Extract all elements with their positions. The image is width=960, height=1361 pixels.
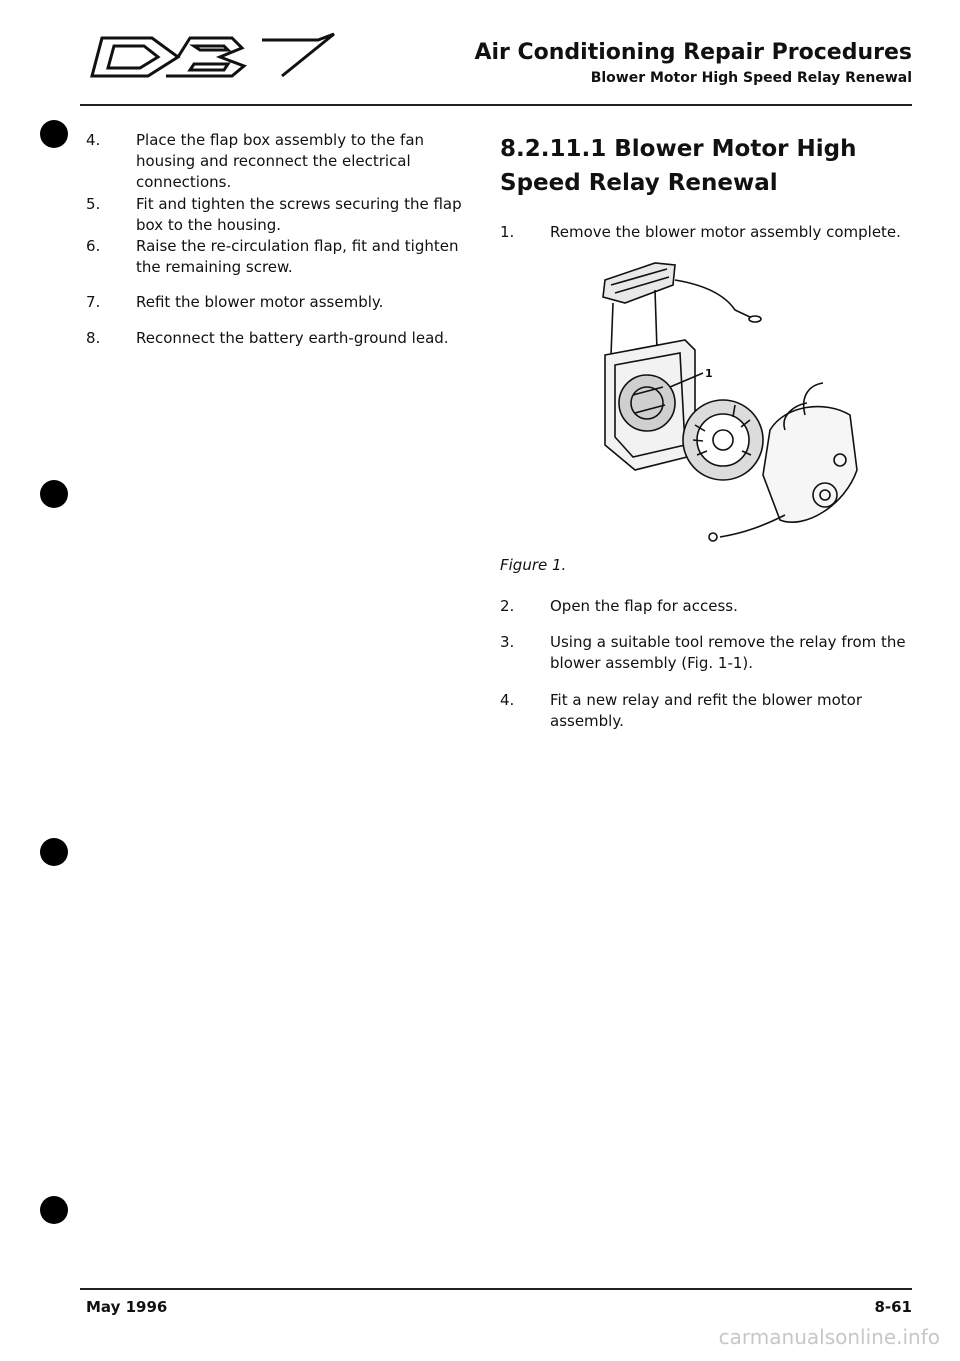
step-text: Place the flap box assembly to the fan housing and reconnect the electrical connections. xyxy=(136,131,425,191)
step-number: 4. xyxy=(500,691,515,709)
step-text: Open the flap for access. xyxy=(550,597,738,615)
step-text: Fit a new relay and refit the blower motor assembly. xyxy=(550,691,863,730)
step-number: 2. xyxy=(500,597,515,615)
header-subtitle: Blower Motor High Speed Relay Renewal xyxy=(590,70,912,86)
step-number: 3. xyxy=(500,633,515,651)
step-text: Reconnect the battery earth-ground lead. xyxy=(136,329,449,347)
header-rule xyxy=(80,104,912,106)
step-number: 7. xyxy=(86,293,101,311)
binder-hole xyxy=(40,838,68,866)
step-number: 4. xyxy=(86,131,101,149)
step-text: Remove the blower motor assembly complete. xyxy=(550,223,901,241)
footer-date: May 1996 xyxy=(86,1298,168,1316)
footer-rule xyxy=(80,1288,912,1290)
figure-caption: Figure 1. xyxy=(500,556,567,574)
binder-hole xyxy=(40,480,68,508)
step-number: 5. xyxy=(86,195,101,213)
step-number: 1. xyxy=(500,223,515,241)
step-text: Refit the blower motor assembly. xyxy=(136,293,384,311)
step-text: Raise the re-circulation flap, fit and tighten the remaining screw. xyxy=(136,237,459,276)
watermark-text: carmanualsonline.info xyxy=(718,1325,940,1349)
step-text: Using a suitable tool remove the relay from the blower assembly (Fig. 1-1). xyxy=(550,633,906,672)
figure-callout-label: 1 xyxy=(705,367,713,380)
binder-hole xyxy=(40,120,68,148)
db7-logo xyxy=(82,30,352,90)
step-text: Fit and tighten the screws securing the flap box to the housing. xyxy=(136,195,462,234)
step-number: 8. xyxy=(86,329,101,347)
binder-hole xyxy=(40,1196,68,1224)
section-title: 8.2.11.1 Blower Motor High Speed Relay Renewal xyxy=(500,136,857,196)
blower-motor-figure xyxy=(585,255,875,550)
step-number: 6. xyxy=(86,237,101,255)
page-number: 8-61 xyxy=(874,1298,912,1316)
header-title: Air Conditioning Repair Procedures xyxy=(474,40,912,65)
